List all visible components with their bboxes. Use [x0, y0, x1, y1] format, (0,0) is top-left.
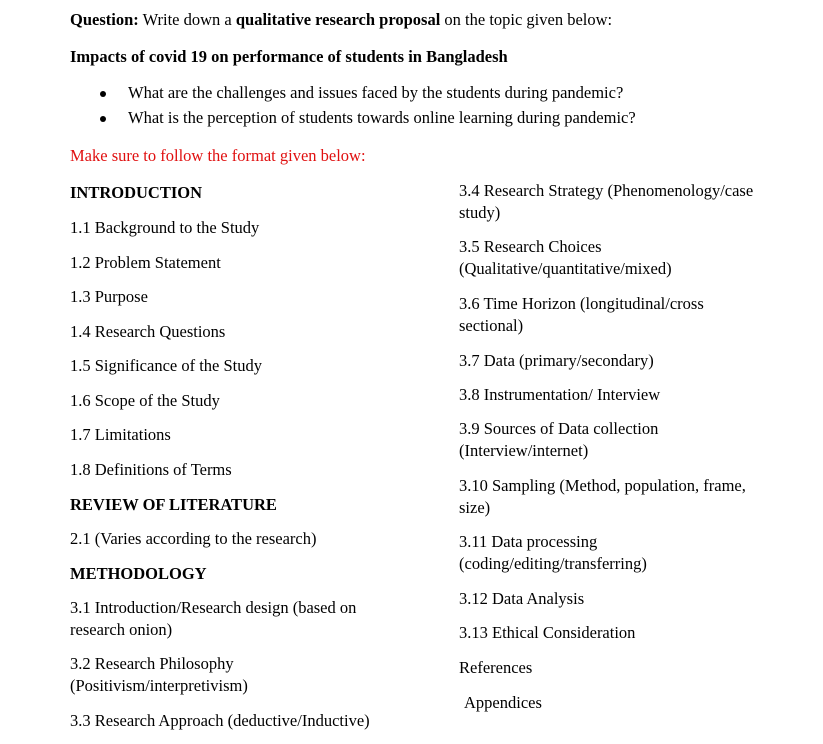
format-note: Make sure to follow the format given below:: [70, 146, 366, 165]
bullet-item: What are the challenges and issues faced by the students during pandemic?: [70, 82, 636, 107]
method-item: 3.3 Research Approach (deductive/Inductive): [70, 711, 370, 730]
right-item: 3.8 Instrumentation/ Interview: [459, 385, 661, 404]
method-item: 3.2 Research Philosophy (Positivism/interpretivism): [70, 654, 248, 695]
question-bullets: [70, 82, 636, 132]
methodology-heading: METHODOLOGY: [70, 564, 207, 583]
question-bold-phrase: qualitative research proposal: [235, 10, 441, 29]
question-text-after: on the topic given below:: [440, 10, 613, 29]
right-item: 3.13 Ethical Consideration: [459, 623, 636, 642]
question-line: [70, 9, 612, 31]
introduction-heading: INTRODUCTION: [70, 183, 203, 202]
topic-title: Impacts of covid 19 on performance of students in Bangladesh: [70, 47, 508, 66]
right-item: 3.10 Sampling (Method, population, frame, size): [459, 476, 746, 517]
intro-item: 1.5 Significance of the Study: [70, 356, 263, 375]
intro-item: 1.2 Problem Statement: [70, 253, 221, 272]
bullet-item: What is the perception of students towards online learning during pandemic?: [70, 107, 636, 132]
method-item: 3.1 Introduction/Research design (based on research onion): [70, 598, 357, 639]
review-heading: REVIEW OF LITERATURE: [70, 495, 277, 514]
right-item: 3.11 Data processing (coding/editing/transferring): [459, 532, 647, 573]
review-item: 2.1 (Varies according to the research): [70, 529, 317, 548]
right-item: 3.12 Data Analysis: [459, 589, 585, 608]
question-label: Question:: [70, 10, 139, 29]
right-item: 3.6 Time Horizon (longitudinal/cross sectional): [459, 294, 704, 335]
question-text-before: Write down a: [138, 10, 236, 29]
right-item: Appendices: [464, 693, 542, 712]
intro-item: 1.1 Background to the Study: [70, 218, 260, 237]
right-item: References: [459, 658, 533, 677]
bullet-icon: [100, 91, 106, 97]
right-item: 3.5 Research Choices (Qualitative/quantitative/mixed): [459, 237, 672, 278]
intro-item: 1.8 Definitions of Terms: [70, 460, 232, 479]
right-item: 3.4 Research Strategy (Phenomenology/case study): [459, 181, 754, 222]
right-item: 3.7 Data (primary/secondary): [459, 351, 654, 370]
right-item: 3.9 Sources of Data collection (Interview/internet): [459, 419, 659, 460]
intro-item: 1.3 Purpose: [70, 287, 148, 306]
intro-item: 1.6 Scope of the Study: [70, 391, 220, 410]
intro-item: 1.4 Research Questions: [70, 322, 226, 341]
intro-item: 1.7 Limitations: [70, 425, 171, 444]
bullet-icon: [100, 116, 106, 122]
